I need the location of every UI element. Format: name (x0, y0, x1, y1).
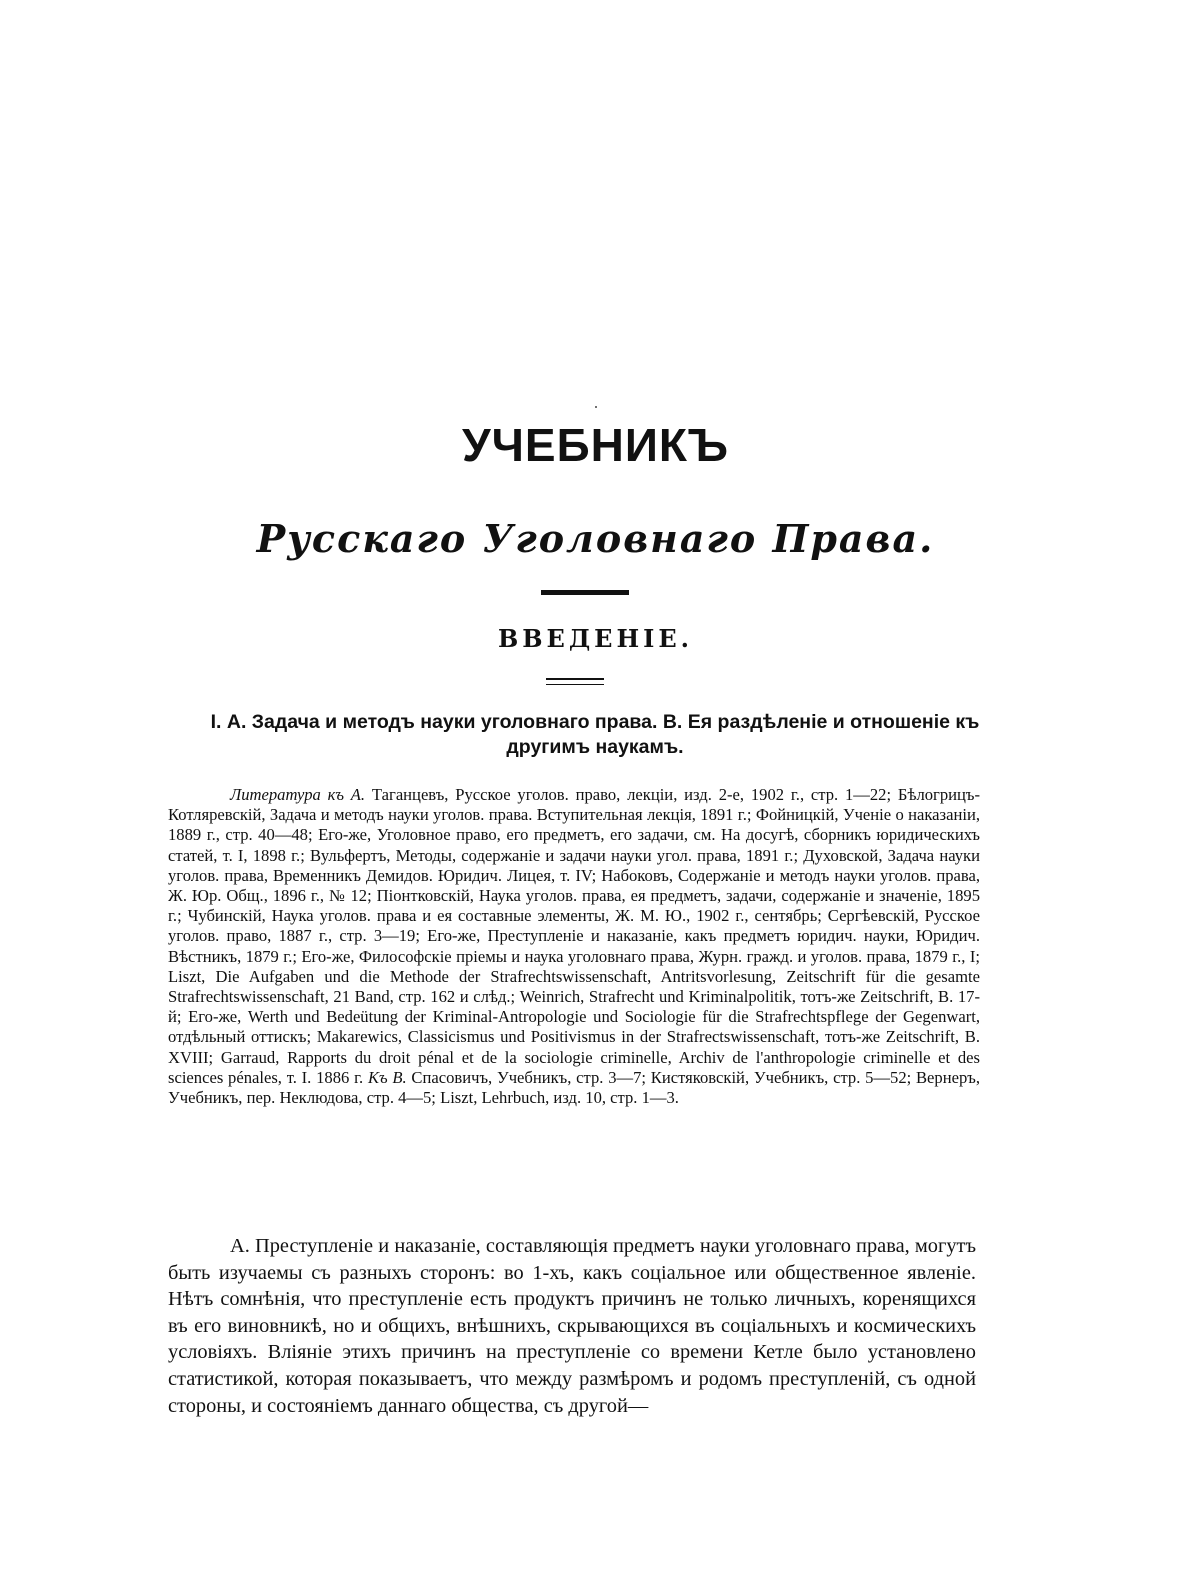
section-divider (546, 678, 604, 685)
literature-label-a: Литература къ А. (230, 785, 366, 804)
title-divider (541, 590, 629, 595)
chapter-heading: I. А. Задача и методъ науки уголовнаго права. В. Ея раздѣленіе и отношеніе къ другимъ наукамъ. (210, 711, 980, 758)
literature-label-b: Къ В. (367, 1067, 407, 1087)
section-heading: ВВЕДЕНІЕ. (497, 624, 694, 653)
book-title: УЧЕБНИКЪ (461, 419, 730, 471)
literature-paragraph (168, 785, 980, 1108)
literature-text-b: Спасовичъ, Учебникъ, стр. 3—7; Кистяковскій, Учебникъ, стр. 5—52; Вернеръ, Учебникъ, пер. Неклюдова, стр. 4—5; Liszt, Lehrbuch, изд. 10, стр. 1—3. (168, 1067, 980, 1108)
literature-text-a: Таганцевъ, Русское уголов. право, лекціи, изд. 2-е, 1902 г., стр. 1—22; Бѣлогрицъ-Котляревскій, Задача и методъ науки уголов. права. Вступительная лекція, 1891 г.; Фойницкій, Ученіе о наказаніи, 1889 г., стр. 40—48; Его-же, Уголовное право, его предметъ, его задачи, см. На досугѣ, сборникъ юридическихъ статей, т. I, 1898 г.; Вульфертъ, Методы, содержаніе и задачи науки угол. права, 1891 г.; Духовской, Задача науки уголов. права, Временникъ Демидов. Юридич. Лицея, т. IV; Набоковъ, Содержаніе и методъ науки уголов. права, Ж. Юр. Общ., 1896 г., № 12; Піонтковскій, Наука уголов. права, ея предметъ, задачи, содержаніе и значеніе, 1895 г.; Чубинскій, Наука уголов. права и ея составные элементы, Ж. М. Ю., 1902 г., сентябрь; Сергѣевскій, Русское уголов. право, 1887 г., стр. 3—19; Его-же, Преступленіе и наказаніе, какъ предметъ юридич. науки, Юридич. Вѣстникъ, 1879 г.; Его-же, Философскіе пріемы и наука уголовнаго права, Журн. гражд. и уголов. права, 1879 г., I; Liszt, Die Aufgaben und die Methode der Strafrechtswissenschaft, Antritsvorlesung, Zeitschrift für die gesamte Strafrechtswissenschaft, 21 Band, стр. 162 и слѣд.; Weinrich, Strafrecht und Kriminalpolitik, тотъ-же Zeitschrift, B. 17-й; Его-же, Werth und Bedeütung der Kriminal-Antropologie und Sociologie für die Strafrechtspflege der Gegenwart, отдѣльный оттискъ; Makarewics, Classicismus und Positivismus in der Strafrectswissenschaft, тотъ-же Zeitschrift, B. XVIII; Garraud, Rapports du droit pénal et de la sociologie criminelle, Archiv de l'anthropologie criminelle et des sciences pénales, т. I. 1886 г. (168, 785, 980, 1087)
body-paragraph: А. Преступленіе и наказаніе, составляющія предметъ науки уголовнаго права, могутъ быть изучаемы съ разныхъ сторонъ: во 1-хъ, какъ соціальное или общественное явленіе. Нѣтъ сомнѣнія, что преступленіе есть продуктъ причинъ не только личныхъ, коренящихся въ его виновникѣ, но и общихъ, внѣшнихъ, скрывающихся въ соціальныхъ и космическихъ условіяхъ. Вліяніе этихъ причинъ на преступленіе со времени Кетле было установлено статистикой, которая показываетъ, что между размѣромъ и родомъ преступленій, съ одной стороны, и состояніемъ даннаго общества, съ другой— (168, 1235, 976, 1417)
book-subtitle: Русскаго Уголовнаго Права. (256, 516, 935, 561)
print-speck (595, 406, 597, 408)
